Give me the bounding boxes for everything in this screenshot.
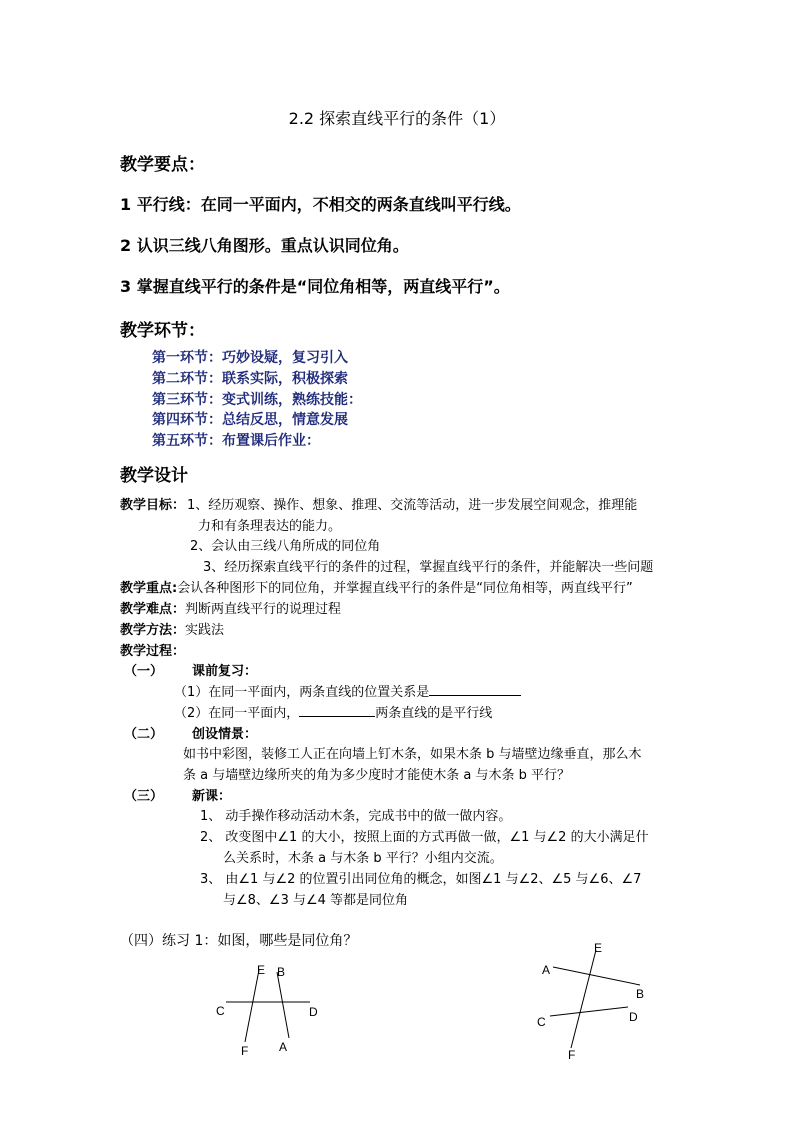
point-item: 3 掌握直线平行的条件是“同位角相等，两直线平行”。 bbox=[120, 277, 510, 296]
label-b: B bbox=[277, 965, 286, 979]
label-a: A bbox=[542, 963, 551, 977]
key-point bbox=[120, 577, 633, 596]
section-number: （三） bbox=[124, 789, 164, 804]
label-f: F bbox=[568, 1048, 576, 1062]
new-lesson-line: 2、 改变图中∠1 的大小，按照上面的方式再做一做，∠1 与∠2 的大小满足什 bbox=[200, 830, 649, 845]
exercise-prompt: （四）练习 1：如图，哪些是同位角？ bbox=[120, 933, 358, 949]
scenario-line: 如书中彩图，装修工人正在向墙上钉木条，如果木条 b 与墙壁边缘垂直，那么木 bbox=[183, 747, 642, 762]
design-heading: 教学设计 bbox=[120, 466, 188, 486]
goal-label: 教学目标： bbox=[120, 498, 186, 513]
review-question-text: （1）在同一平面内，两条直线的位置关系是 bbox=[174, 685, 430, 700]
line-cd bbox=[550, 1007, 628, 1016]
method-label: 教学方法： bbox=[120, 623, 186, 638]
difficulty bbox=[120, 598, 341, 617]
goal-line: 3、经历探索直线平行的条件的过程，掌握直线平行的条件，并能解决一些问题 bbox=[203, 560, 654, 575]
key-label: 教学重点: bbox=[120, 581, 178, 596]
label-c: C bbox=[537, 1015, 546, 1029]
line-ef bbox=[245, 970, 259, 1042]
section-title: 课前复习： bbox=[192, 664, 258, 679]
goal-line: 1、经历观察、操作、想象、推理、交流等活动，进一步发展空间观念，推理能 bbox=[187, 498, 638, 513]
point-item: 1 平行线：在同一平面内，不相交的两条直线叫平行线。 bbox=[120, 195, 521, 214]
new-lesson-line: 么关系时，木条 a 与木条 b 平行？小组内交流。 bbox=[223, 851, 503, 866]
section-title: 新课： bbox=[192, 789, 232, 804]
label-e: E bbox=[257, 963, 266, 977]
label-b: B bbox=[636, 987, 645, 1001]
process-label: 教学过程： bbox=[120, 644, 186, 659]
label-a: A bbox=[279, 1040, 288, 1054]
review-question-text: 两条直线的是平行线 bbox=[375, 706, 493, 721]
section-number: （二） bbox=[124, 727, 164, 742]
new-lesson-line: 3、 由∠1 与∠2 的位置引出同位角的概念，如图∠1 与∠2、∠5 与∠6、∠7 bbox=[200, 872, 642, 887]
review-question bbox=[174, 681, 521, 700]
method-text: 实践法 bbox=[185, 623, 225, 638]
step-item: 第三环节：变式训练，熟练技能： bbox=[152, 392, 362, 408]
page-title: 2.2 探索直线平行的条件（1） bbox=[288, 109, 506, 128]
step-item: 第二环节：联系实际，积极探索 bbox=[152, 371, 348, 387]
scenario-line: 条 a 与墙壁边缘所夹的角为多少度时才能使木条 a 与木条 b 平行？ bbox=[183, 768, 570, 783]
new-lesson-line: 1、 动手操作移动活动木条，完成书中的做一做内容。 bbox=[200, 809, 512, 824]
key-text: 会认各种图形下的同位角，并掌握直线平行的条件是“同位角相等，两直线平行” bbox=[177, 581, 633, 596]
goal-line: 力和有条理表达的能力。 bbox=[198, 519, 342, 534]
points-heading: 教学要点： bbox=[120, 155, 205, 175]
review-question-text: （2）在同一平面内， bbox=[174, 706, 300, 721]
label-c: C bbox=[216, 1004, 225, 1018]
steps-heading: 教学环节： bbox=[120, 321, 205, 341]
section-title: 创设情景： bbox=[192, 727, 258, 742]
point-item: 2 认识三线八角图形。重点认识同位角。 bbox=[120, 236, 409, 255]
goal-line: 2、会认由三线八角所成的同位角 bbox=[190, 539, 381, 554]
answer-blank[interactable] bbox=[429, 682, 521, 696]
figure-2 bbox=[530, 938, 660, 1063]
review-question bbox=[174, 702, 492, 721]
line-ef bbox=[571, 950, 596, 1048]
label-e: E bbox=[594, 941, 603, 955]
label-d: D bbox=[309, 1005, 318, 1019]
line-ba bbox=[277, 972, 289, 1038]
new-lesson-line: 与∠8、∠3 与∠4 等都是同位角 bbox=[223, 893, 409, 908]
step-item: 第四环节：总结反思，情意发展 bbox=[152, 412, 348, 428]
method bbox=[120, 619, 224, 638]
difficulty-label: 教学难点： bbox=[120, 602, 186, 617]
step-item: 第一环节：巧妙设疑，复习引入 bbox=[152, 350, 348, 366]
label-f: F bbox=[241, 1044, 249, 1058]
section-number: （一） bbox=[124, 664, 164, 679]
label-d: D bbox=[629, 1010, 638, 1024]
line-ab bbox=[553, 967, 640, 985]
figure-1 bbox=[210, 958, 330, 1058]
difficulty-text: 判断两直线平行的说理过程 bbox=[185, 602, 342, 617]
step-item: 第五环节：布置课后作业： bbox=[152, 433, 320, 449]
answer-blank[interactable] bbox=[299, 703, 375, 717]
